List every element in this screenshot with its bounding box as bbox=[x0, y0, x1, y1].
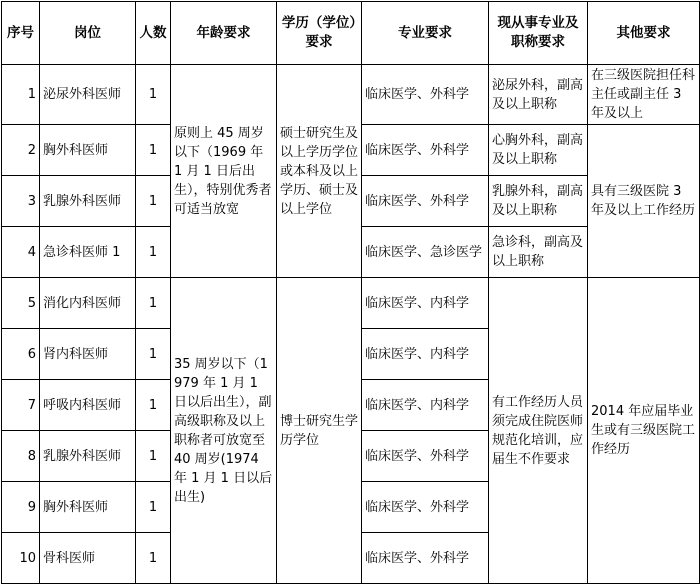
row-title: 心胸外科，副高及以上职称 bbox=[489, 125, 588, 176]
row-count: 1 bbox=[136, 227, 171, 278]
row-major: 临床医学、外科学 bbox=[362, 431, 489, 482]
group1-other-bottom: 具有三级医院 3 年及以上工作经历 bbox=[588, 125, 700, 278]
row-major: 临床医学、外科学 bbox=[362, 533, 489, 584]
row-count: 1 bbox=[136, 533, 171, 584]
row-count: 1 bbox=[136, 431, 171, 482]
row-major: 临床医学、外科学 bbox=[362, 482, 489, 533]
row-title: 急诊科，副高及以上职称 bbox=[489, 227, 588, 278]
row-post: 乳腺外科医师 bbox=[40, 431, 136, 482]
row-post: 肾内科医师 bbox=[40, 329, 136, 380]
header-count: 人数 bbox=[136, 2, 171, 65]
row-post: 乳腺外科医师 bbox=[40, 176, 136, 227]
row-no: 6 bbox=[2, 329, 40, 380]
row-count: 1 bbox=[136, 125, 171, 176]
row-major: 临床医学、急诊医学 bbox=[362, 227, 489, 278]
group2-title: 有工作经历人员须完成住院医师规范化培训，应届生不作要求 bbox=[489, 278, 588, 584]
row-no: 7 bbox=[2, 380, 40, 431]
row-post: 呼吸内科医师 bbox=[40, 380, 136, 431]
row-no: 4 bbox=[2, 227, 40, 278]
row-title: 乳腺外科，副高及以上职称 bbox=[489, 176, 588, 227]
header-row bbox=[2, 2, 700, 65]
group1-age: 原则上 45 周岁以下（1969 年 1 月 1 日后出生），特别优秀者可适当放宽 bbox=[171, 65, 277, 278]
row-count: 1 bbox=[136, 329, 171, 380]
row-no: 10 bbox=[2, 533, 40, 584]
row-post: 胸外科医师 bbox=[40, 482, 136, 533]
group2-age: 35 周岁以下（1979 年 1 月 1 日以后出生），副高级职称及以上职称者可放宽至 40 周岁(1974 年 1 月 1 日以后出生) bbox=[171, 278, 277, 584]
header-education: 学历（学位）要求 bbox=[277, 2, 362, 65]
group1-other-top: 在三级医院担任科主任或副主任 3 年及以上 bbox=[588, 65, 700, 125]
group2-other: 2014 年应届毕业生或有三级医院工作经历 bbox=[588, 278, 700, 584]
row-major: 临床医学、外科学 bbox=[362, 65, 489, 125]
row-count: 1 bbox=[136, 482, 171, 533]
header-other: 其他要求 bbox=[588, 2, 700, 65]
row-no: 3 bbox=[2, 176, 40, 227]
row-no: 1 bbox=[2, 65, 40, 125]
table-row bbox=[2, 278, 700, 329]
row-post: 急诊科医师 1 bbox=[40, 227, 136, 278]
group1-education: 硕士研究生及以上学历学位或本科及以上学历、硕士及以上学位 bbox=[277, 65, 362, 278]
row-major: 临床医学、外科学 bbox=[362, 125, 489, 176]
row-post: 胸外科医师 bbox=[40, 125, 136, 176]
row-no: 9 bbox=[2, 482, 40, 533]
row-major: 临床医学、内科学 bbox=[362, 380, 489, 431]
row-major: 临床医学、内科学 bbox=[362, 329, 489, 380]
row-count: 1 bbox=[136, 278, 171, 329]
row-post: 消化内科医师 bbox=[40, 278, 136, 329]
header-post: 岗位 bbox=[40, 2, 136, 65]
header-age: 年龄要求 bbox=[171, 2, 277, 65]
row-count: 1 bbox=[136, 176, 171, 227]
table-row bbox=[2, 65, 700, 125]
row-post: 泌尿外科医师 bbox=[40, 65, 136, 125]
row-count: 1 bbox=[136, 65, 171, 125]
header-title: 现从事专业及职称要求 bbox=[489, 2, 588, 65]
group2-education: 博士研究生学历学位 bbox=[277, 278, 362, 584]
row-no: 8 bbox=[2, 431, 40, 482]
row-no: 2 bbox=[2, 125, 40, 176]
row-post: 骨科医师 bbox=[40, 533, 136, 584]
row-no: 5 bbox=[2, 278, 40, 329]
row-major: 临床医学、内科学 bbox=[362, 278, 489, 329]
header-no: 序号 bbox=[2, 2, 40, 65]
row-count: 1 bbox=[136, 380, 171, 431]
recruitment-table bbox=[1, 1, 700, 584]
header-major: 专业要求 bbox=[362, 2, 489, 65]
row-title: 泌尿外科，副高及以上职称 bbox=[489, 65, 588, 125]
row-major: 临床医学、外科学 bbox=[362, 176, 489, 227]
